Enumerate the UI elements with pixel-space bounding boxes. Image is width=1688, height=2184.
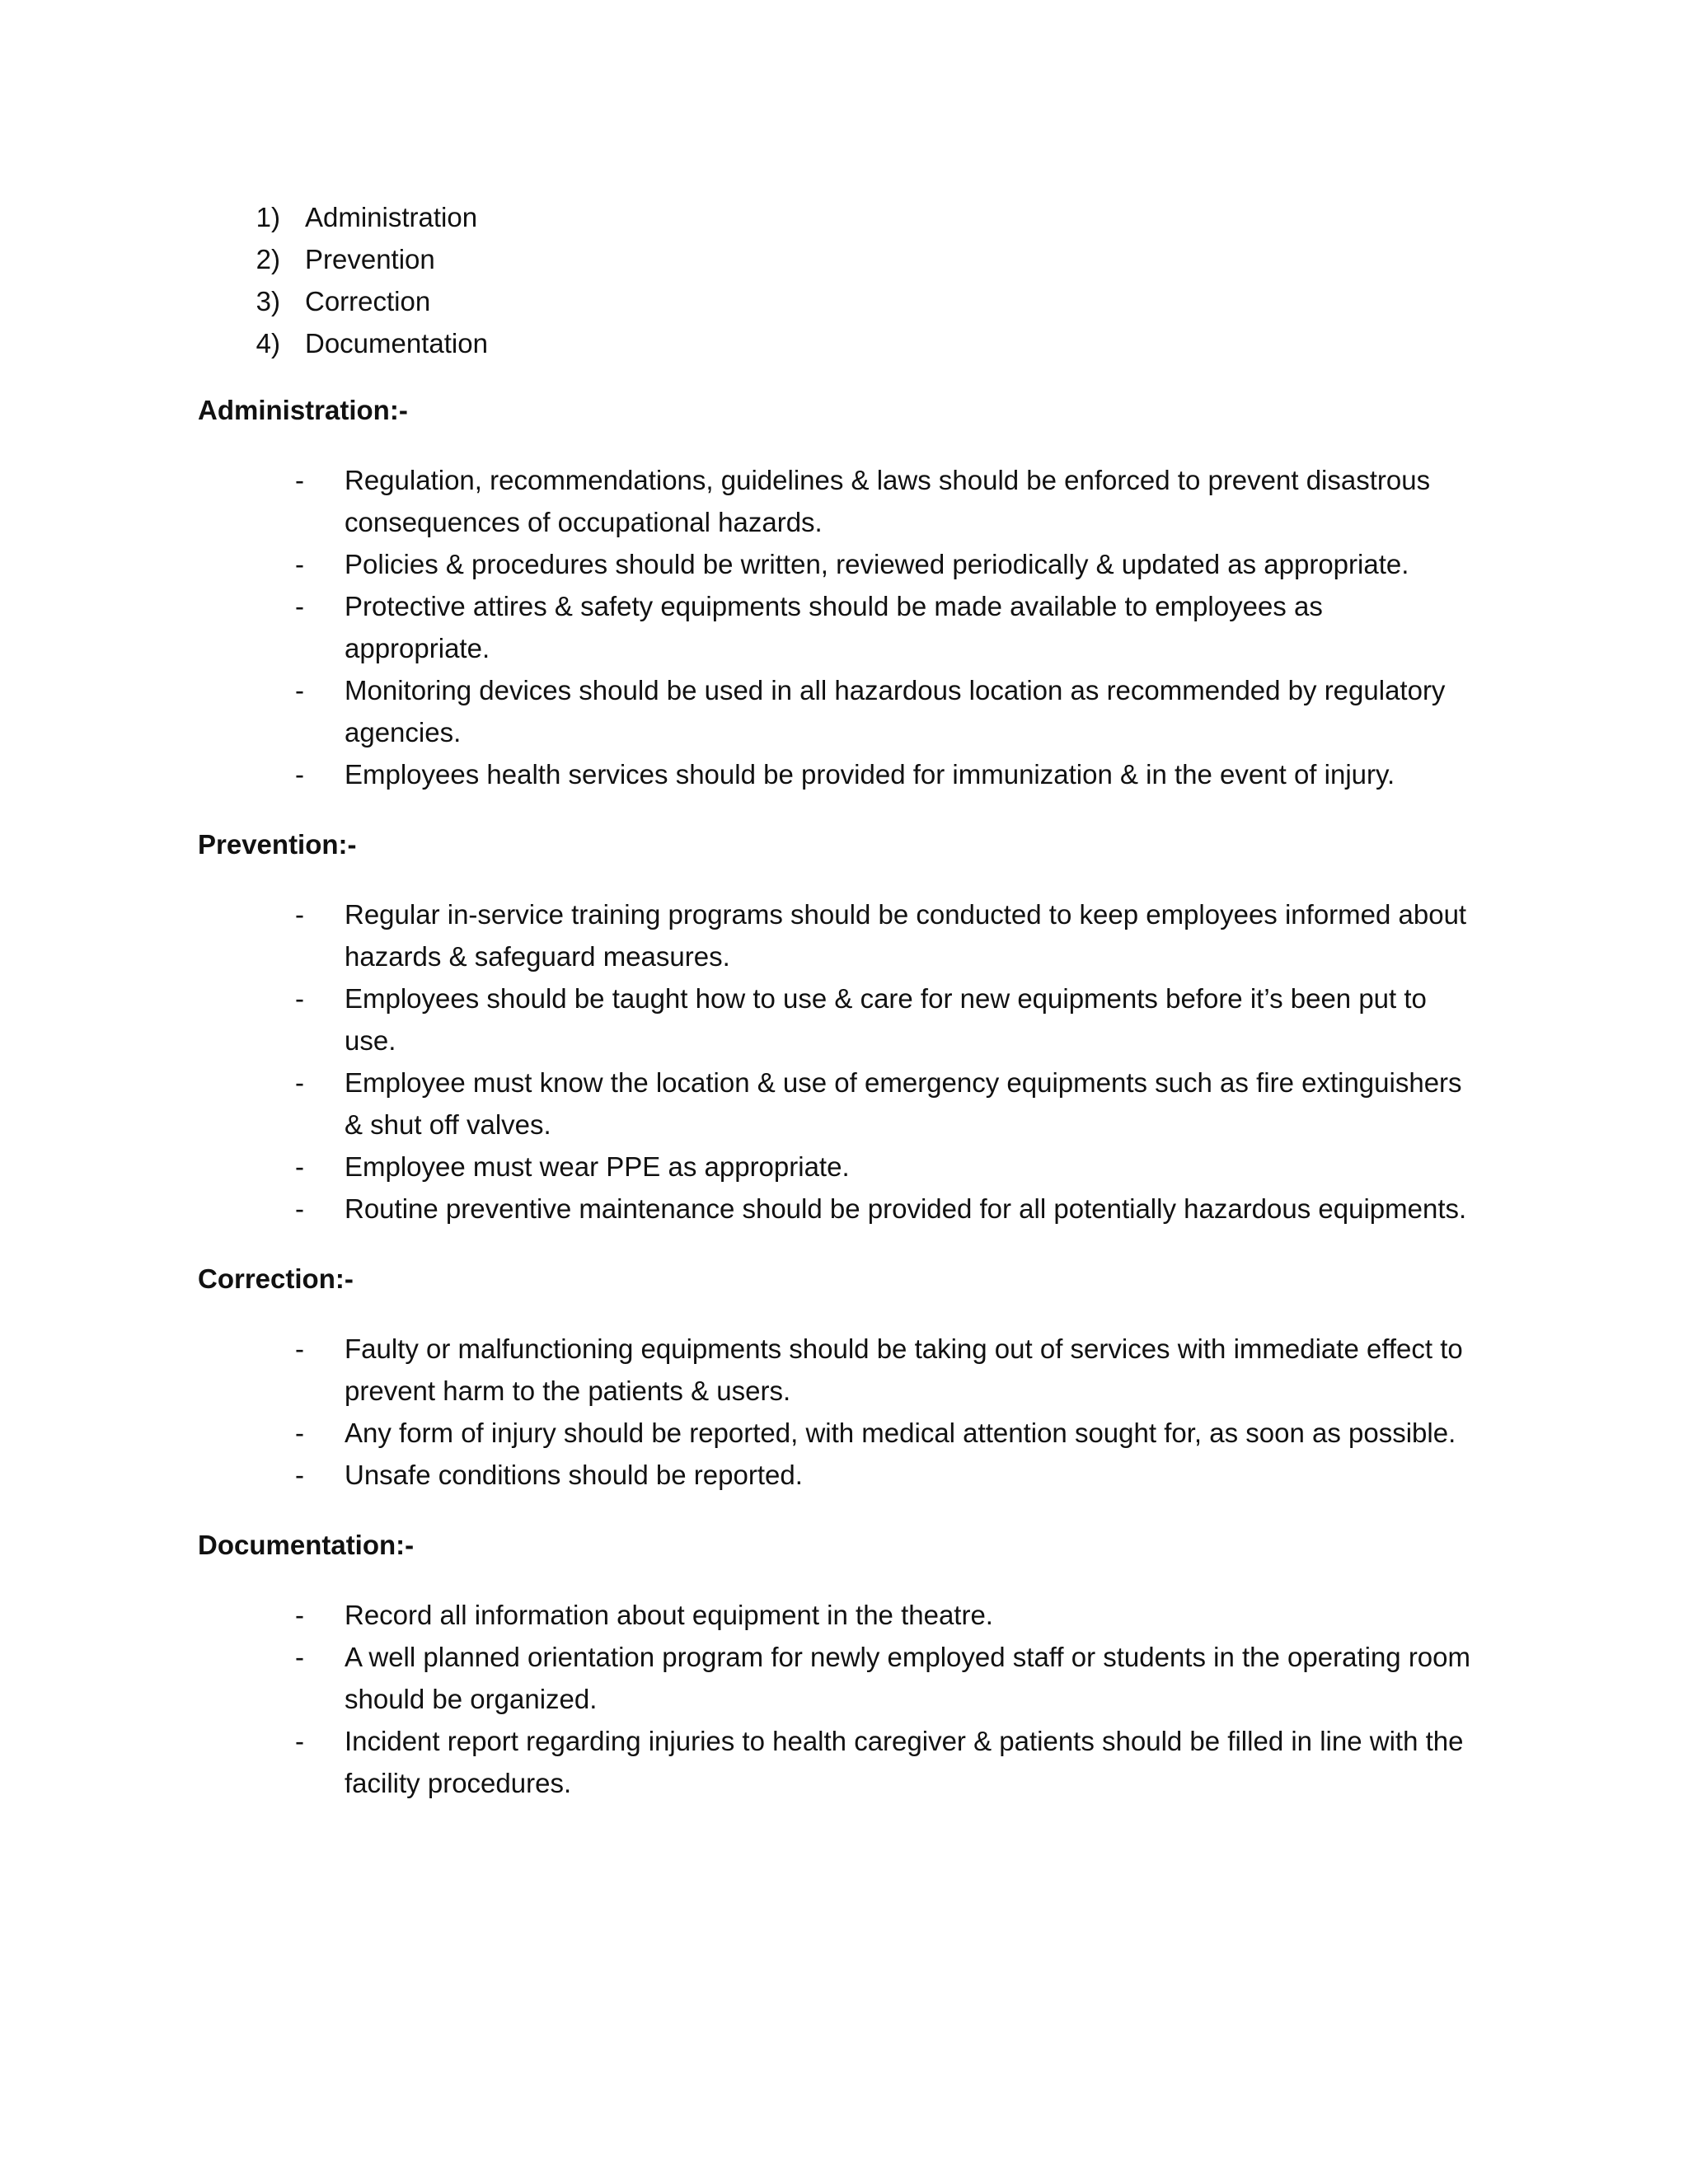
bullet-dash: - [295, 1600, 304, 1630]
bullet-dash: - [295, 465, 304, 495]
list-item-text: Protective attires & safety equipments should be made available to employees as appropriate. [345, 591, 1323, 663]
outline-label: Administration [305, 202, 478, 232]
list-item-text: Employees health services should be provided for immunization & in the event of injury. [345, 759, 1395, 790]
list-item-text: Policies & procedures should be written, reviewed periodically & updated as appropriate. [345, 549, 1409, 579]
outline-list [198, 196, 1490, 364]
bullet-dash: - [295, 1193, 304, 1224]
outline-number: 3) [256, 286, 280, 316]
list-item [198, 1188, 1490, 1230]
list-item [198, 459, 1490, 543]
list-item-text: Employee must know the location & use of emergency equipments such as fire extinguishers & shut off valves. [345, 1067, 1462, 1140]
outline-label: Correction [305, 286, 431, 316]
section-heading-administration: Administration:- [198, 395, 408, 425]
list-item [198, 1412, 1490, 1454]
bullet-dash: - [295, 1642, 304, 1672]
outline-item [198, 322, 1490, 364]
bullet-dash: - [295, 549, 304, 579]
bullet-dash: - [295, 899, 304, 930]
list-item-text: Regular in-service training programs should be conducted to keep employees informed about hazards & safeguard measures. [345, 899, 1467, 972]
bullet-dash: - [295, 1151, 304, 1182]
outline-label: Documentation [305, 328, 488, 359]
bullet-dash: - [295, 1726, 304, 1756]
list-item-text: Record all information about equipment in the theatre. [345, 1600, 993, 1630]
list-item-text: Routine preventive maintenance should be provided for all potentially hazardous equipments. [345, 1193, 1467, 1224]
list-item [198, 1146, 1490, 1188]
list-item [198, 1454, 1490, 1496]
list-item-text: Employees should be taught how to use & care for new equipments before it’s been put to use. [345, 983, 1427, 1056]
section-heading-correction: Correction:- [198, 1263, 354, 1294]
list-item [198, 1594, 1490, 1636]
outline-item [198, 280, 1490, 322]
list-item-text: Regulation, recommendations, guidelines & laws should be enforced to prevent disastrous consequences of occupational hazards. [345, 465, 1431, 537]
list-item [198, 1720, 1490, 1804]
list-item-text: Any form of injury should be reported, with medical attention sought for, as soon as possible. [345, 1418, 1456, 1448]
list-item [198, 893, 1490, 977]
bullet-dash: - [295, 591, 304, 621]
outline-number: 4) [256, 328, 280, 359]
list-item [198, 1328, 1490, 1412]
outline-number: 1) [256, 202, 280, 232]
bullet-dash: - [295, 759, 304, 790]
list-item [198, 977, 1490, 1062]
list-item-text: Employee must wear PPE as appropriate. [345, 1151, 850, 1182]
section-heading-prevention: Prevention:- [198, 829, 357, 860]
list-item [198, 585, 1490, 669]
bullet-dash: - [295, 1333, 304, 1364]
list-item-text: Faulty or malfunctioning equipments should be taking out of services with immediate effect to prevent harm to the patients & users. [345, 1333, 1463, 1406]
list-item-text: A well planned orientation program for newly employed staff or students in the operating room should be organized. [345, 1642, 1471, 1714]
outline-item [198, 238, 1490, 280]
list-item [198, 753, 1490, 795]
bullet-dash: - [295, 1460, 304, 1490]
correction-list [198, 1328, 1490, 1496]
prevention-list [198, 893, 1490, 1230]
administration-list [198, 459, 1490, 795]
outline-number: 2) [256, 244, 280, 274]
section-heading-documentation: Documentation:- [198, 1530, 415, 1560]
list-item [198, 1636, 1490, 1720]
list-item-text: Unsafe conditions should be reported. [345, 1460, 803, 1490]
bullet-dash: - [295, 983, 304, 1014]
outline-item [198, 196, 1490, 238]
list-item [198, 1062, 1490, 1146]
list-item-text: Monitoring devices should be used in all hazardous location as recommended by regulatory agencies. [345, 675, 1446, 748]
list-item [198, 669, 1490, 753]
bullet-dash: - [295, 1067, 304, 1098]
outline-label: Prevention [305, 244, 435, 274]
list-item-text: Incident report regarding injuries to health caregiver & patients should be filled in line with the facility procedures. [345, 1726, 1464, 1798]
bullet-dash: - [295, 675, 304, 705]
bullet-dash: - [295, 1418, 304, 1448]
documentation-list [198, 1594, 1490, 1804]
list-item [198, 543, 1490, 585]
